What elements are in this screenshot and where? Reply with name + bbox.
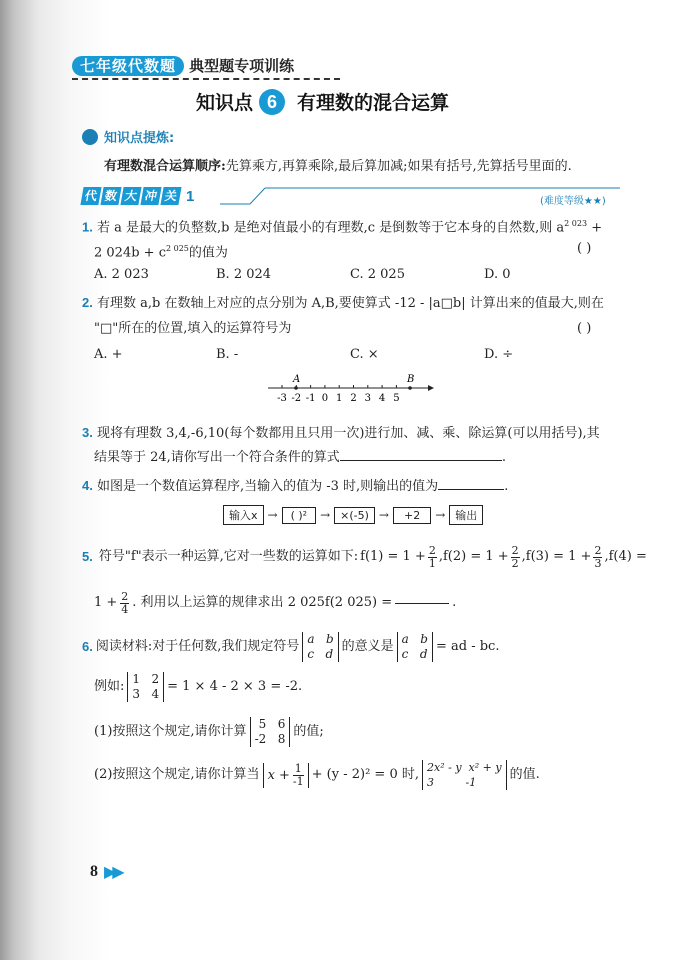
q6-def-determinant	[302, 632, 338, 662]
q5-frac2	[511, 545, 520, 570]
point-b	[408, 386, 412, 390]
det-cell: 2	[151, 672, 160, 686]
q4-line1: 4. 如图是一个数值运算程序,当输入的值为 -3 时,则输出的值为 .	[82, 478, 509, 494]
axis-tick-label: 2	[350, 393, 357, 404]
q2-line2: "□"所在的位置,填入的运算符号为	[94, 321, 292, 336]
q5-f1: f(1) = 1 +	[360, 549, 426, 564]
axis-tick-label: 5	[393, 393, 400, 404]
challenge-tag	[82, 187, 180, 205]
q1-option-a: A. 2 023	[94, 267, 149, 282]
q6-example	[94, 670, 302, 704]
frac-numerator: 1	[294, 761, 302, 775]
q4-number: 4.	[82, 478, 93, 493]
point-a	[294, 386, 298, 390]
q6-part2-mid: + (y - 2)² = 0 时,	[311, 767, 419, 782]
q3-text2: 结果等于 24,请你写出一个符合条件的算式	[94, 450, 340, 465]
det-cell: d	[325, 647, 334, 661]
q5-frac4	[120, 591, 129, 616]
challenge-char: 代	[80, 187, 101, 205]
q5-line1	[82, 544, 647, 570]
q2-text1: 有理数 a,b 在数轴上对应的点分别为 A,B,要使算式 -12 - |a□b| 计算出来的值最大,则在	[96, 296, 604, 311]
challenge-char: 大	[120, 187, 141, 205]
abs-text: x +	[267, 767, 290, 783]
frac-numerator: 2	[121, 589, 129, 603]
q1-exp1: 2 023	[564, 219, 588, 228]
q6-number: 6.	[82, 639, 93, 654]
q5-answer-blank[interactable]	[395, 603, 449, 604]
det-cell: b	[325, 632, 334, 646]
q3-answer-blank[interactable]	[340, 460, 502, 461]
point-b-label: B	[407, 374, 415, 385]
q1-text2: 2 024b + c	[94, 245, 166, 261]
q5-f3: ,f(3) = 1 +	[521, 549, 592, 564]
det-cell: c	[401, 647, 409, 661]
q3-line1	[82, 424, 600, 443]
det-cell: 6	[277, 717, 286, 731]
q1-text2-end: 的值为	[188, 245, 228, 261]
q6-part1-text: (1)按照这个规定,请你计算	[94, 724, 247, 739]
axis-tick-label: -3	[277, 393, 287, 404]
flow-arrow-icon: →	[320, 508, 331, 522]
challenge-char: 数	[100, 187, 121, 205]
det-cell: d	[419, 647, 428, 661]
det-cell: -1	[465, 776, 477, 789]
q5-number: 5.	[82, 549, 93, 564]
det-cell: b	[420, 632, 428, 646]
q1-number: 1.	[82, 219, 93, 235]
challenge-char: 关	[160, 187, 181, 205]
q1-line2	[94, 240, 228, 262]
q5-text2b: . 利用以上运算的规律求出 2 025f(2 025) =	[132, 595, 393, 610]
difficulty-label: (难度等级★★)	[540, 196, 606, 207]
title-prefix: 知识点	[196, 92, 254, 114]
axis-tick-label: 0	[321, 393, 329, 404]
det-cell: 3	[427, 776, 434, 789]
q6-text1c: = ad - bc.	[435, 639, 500, 654]
q6-def-determinant-2	[397, 632, 433, 662]
q5-f4: ,f(4) =	[604, 549, 647, 564]
title-number-badge: 6	[259, 89, 285, 115]
det-cell: 4	[151, 687, 160, 701]
flow-multiply-box: ×(-5)	[334, 507, 375, 524]
q1-option-c: C. 2 025	[350, 267, 405, 282]
key-points-heading	[82, 127, 174, 146]
q4-text1: 如图是一个数值运算程序,当输入的值为 -3 时,则输出的值为	[96, 479, 439, 494]
q6-part1	[94, 715, 324, 749]
q1-exp2: 2 025	[165, 244, 189, 253]
det-cell: c	[307, 647, 315, 661]
graduation-cap-icon	[82, 129, 98, 145]
q6-half-frac	[293, 763, 304, 788]
q6-example-label: 例如:	[94, 679, 125, 694]
q2-option-a: A. +	[94, 347, 123, 362]
det-cell: 8	[277, 732, 286, 746]
det-cell: a	[401, 632, 409, 646]
q3-text1: 现将有理数 3,4,-6,10(每个数都用且只用一次)进行加、减、乘、除运算(可以用括号),其	[96, 426, 600, 441]
q5-line2: 1 + $\frac{2}{4}$ . 利用以上运算的规律求出 2 025f(2 025) = .	[94, 589, 457, 616]
frac-denominator: 3	[594, 556, 602, 570]
number-line	[262, 370, 442, 406]
q6-text1b: 的意义是	[341, 639, 394, 654]
frac-numerator: 2	[594, 543, 602, 557]
axis-tick-label: -2	[291, 393, 302, 404]
frac-denominator: 2	[511, 556, 519, 570]
det-cell: a	[307, 632, 315, 646]
q2-line1	[82, 294, 604, 313]
frac-numerator: 2	[511, 543, 519, 557]
q1-text1-end: +	[591, 220, 603, 236]
challenge-bar	[82, 187, 194, 205]
series-tag: 七年级代数题	[72, 56, 184, 76]
q6-part1-determinant	[250, 717, 291, 747]
flow-output-box: 输出	[449, 505, 483, 525]
point-a-label: A	[293, 374, 301, 385]
flow-arrow-icon: →	[378, 508, 389, 522]
q6-part2-text: (2)按照这个规定,请你计算当	[94, 767, 260, 782]
q1-line1	[82, 215, 602, 237]
axis-tick-label: 4	[378, 393, 386, 404]
q4-flowchart	[223, 505, 483, 525]
q6-part1-end: 的值;	[293, 724, 324, 739]
det-cell: 2x² - y	[427, 761, 462, 774]
q2-answer-paren: ( )	[577, 321, 592, 336]
q5-frac1	[428, 545, 437, 570]
q6-text1a: 阅读材料:对于任何数,我们规定符号	[95, 639, 300, 654]
axis-tick-label: -1	[305, 393, 316, 404]
page-footer	[90, 862, 121, 881]
q5-frac3	[593, 545, 602, 570]
flow-add-box: +2	[393, 507, 431, 524]
flow-square-box: ( )²	[282, 507, 317, 524]
number-line-arrow	[428, 385, 434, 391]
q5-text2a: 1 +	[94, 595, 118, 610]
q6-example-determinant	[127, 672, 164, 702]
det-cell: x² + y	[468, 761, 502, 774]
det-cell: 3	[132, 687, 141, 701]
key-points-body: 先算乘方,再算乘除,最后算加减;如果有括号,先算括号里面的.	[225, 159, 572, 174]
frac-denominator: -1	[292, 774, 304, 788]
det-cell: -2	[254, 732, 267, 746]
series-header	[72, 55, 294, 76]
axis-tick-label: 3	[364, 393, 371, 404]
header-divider	[72, 78, 340, 80]
q6-line1	[82, 630, 499, 664]
flow-input-box: 输入x	[223, 505, 264, 525]
q6-part2	[94, 757, 540, 793]
title-main: 有理数的混合运算	[297, 92, 450, 114]
q3-number: 3.	[82, 425, 93, 440]
challenge-number: 1	[186, 187, 195, 205]
q6-example-eq: = 1 × 4 - 2 × 3 = -2.	[167, 679, 303, 694]
q1-answer-paren: ( )	[577, 241, 592, 256]
q1-text1: 若 a 是最大的负整数,b 是绝对值最小的有理数,c 是倒数等于它本身的自然数,则 a	[96, 220, 565, 236]
key-points-lead: 有理数混合运算顺序:	[104, 159, 226, 174]
key-points-label: 知识点提炼:	[104, 131, 175, 146]
series-subtitle: 典型题专项训练	[189, 57, 295, 75]
q6-abs-expression	[263, 763, 309, 788]
q2-option-b: B. -	[216, 347, 239, 362]
q4-answer-blank[interactable]	[438, 489, 504, 490]
q1-option-d: D. 0	[484, 267, 511, 282]
q5-text1: 符号"f"表示一种运算,它对一些数的运算如下:	[98, 549, 359, 564]
q2-number: 2.	[82, 295, 93, 310]
q2-option-c: C. ×	[350, 347, 379, 362]
page-title	[196, 88, 449, 115]
flow-arrow-icon: →	[267, 508, 278, 522]
key-points-text	[104, 158, 572, 176]
q2-option-d: D. ÷	[484, 347, 514, 362]
q3-line2: 结果等于 24,请你写出一个符合条件的算式 .	[94, 450, 506, 465]
challenge-char: 冲	[140, 187, 161, 205]
frac-numerator: 2	[428, 543, 436, 557]
frac-denominator: 1	[428, 556, 436, 570]
q6-part2-end: 的值.	[509, 767, 540, 782]
q1-option-b: B. 2 024	[216, 267, 272, 282]
frac-denominator: 4	[121, 602, 129, 616]
det-cell: 5	[258, 717, 267, 731]
q6-part2-determinant	[422, 760, 507, 790]
axis-tick-label: 1	[336, 393, 343, 404]
flow-arrow-icon: →	[435, 508, 446, 522]
page-number: 8	[90, 862, 98, 880]
q5-f2: ,f(2) = 1 +	[438, 549, 509, 564]
det-cell: 1	[132, 672, 141, 686]
double-triangle-right-icon: ▶▶	[104, 862, 121, 881]
